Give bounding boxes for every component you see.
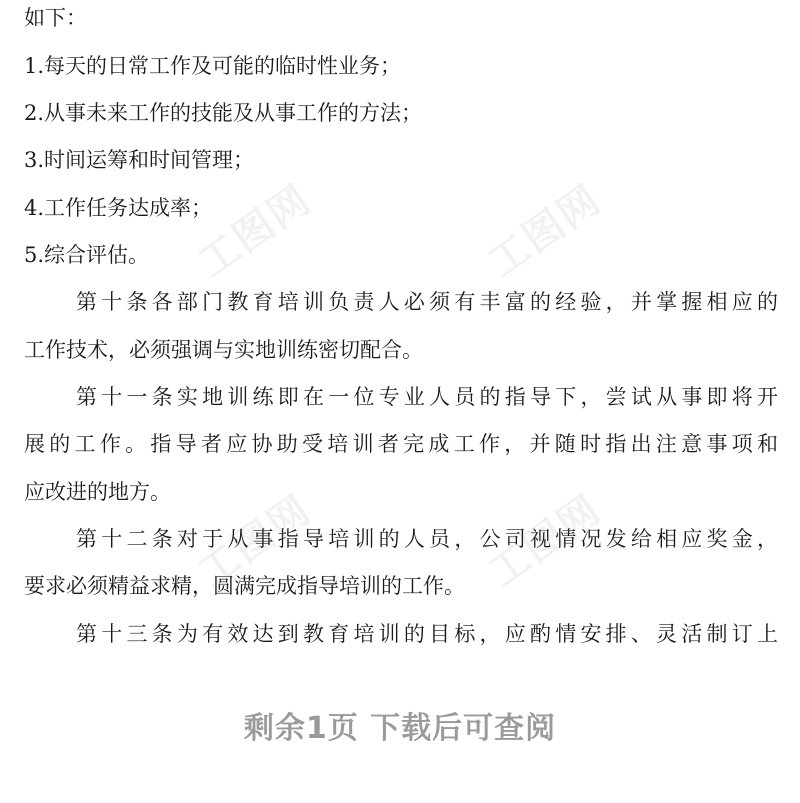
list-item-2: 2.从事未来工作的技能及从事工作的方法； [24, 101, 423, 125]
list-item-4: 4.工作任务达成率； [24, 196, 213, 220]
paragraph-article-11-line-1: 第十一条实地训练即在一位专业人员的指导下，尝试从事即将开 [76, 385, 778, 409]
paragraph-article-12-line-2: 要求必须精益求精，圆满完成指导培训的工作。 [24, 574, 465, 598]
list-item-5: 5.综合评估。 [24, 243, 150, 267]
paragraph-article-11-line-2: 展的工作。指导者应协助受培训者完成工作，并随时指出注意事项和 [24, 432, 778, 456]
paragraph-article-10-line-1: 第十条各部门教育培训负责人必须有丰富的经验，并掌握相应的 [76, 290, 778, 314]
list-item-3: 3.时间运筹和时间管理； [24, 148, 255, 172]
watermark: 工图网 [480, 486, 610, 597]
paragraph-article-11-line-3: 应改进的地方。 [24, 480, 171, 504]
paragraph-article-12-line-1: 第十二条对于从事指导培训的人员，公司视情况发给相应奖金， [76, 527, 778, 551]
watermark: 工图网 [190, 486, 320, 597]
list-item-1: 1.每天的日常工作及可能的临时性业务； [24, 54, 402, 78]
paragraph-article-13-line-1: 第十三条为有效达到教育培训的目标，应酌情安排、灵活制订上 [76, 622, 778, 646]
watermark: 工图网 [190, 176, 320, 287]
paragraph-article-10-line-2: 工作技术，必须强调与实地训练密切配合。 [24, 338, 423, 362]
download-prompt-link[interactable]: 剩余1页 下载后可查阅 [243, 711, 557, 746]
watermark: 工图网 [480, 176, 610, 287]
text-line-intro: 如下： [24, 6, 87, 30]
